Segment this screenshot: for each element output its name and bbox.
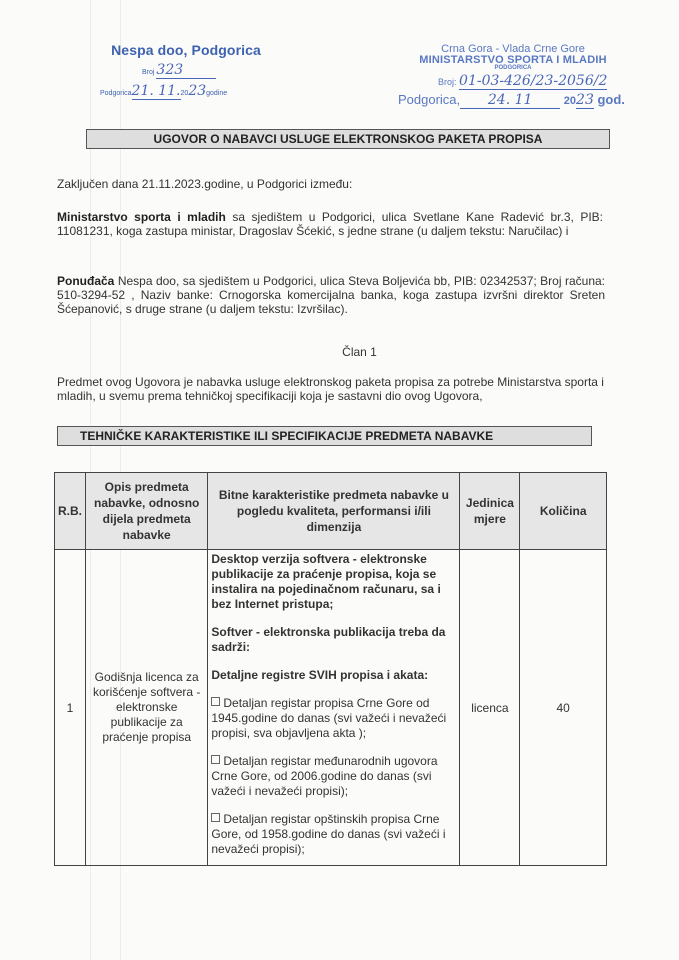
desc-list-item: [211, 754, 456, 799]
year-value: 23: [188, 83, 207, 99]
ministry-name: MINISTARSTVO SPORTA I MLADIH: [419, 54, 607, 66]
header-kolicina: Količina: [520, 473, 607, 550]
cell-rb: 1: [55, 550, 86, 866]
header-rb: R.B.: [55, 473, 86, 550]
date-value: 24. 11: [460, 92, 560, 109]
broj-value: 323: [156, 62, 216, 79]
article-paragraph: Predmet ovog Ugovora je nabavka usluge elektronskog paketa propisa za potrebe Ministarstva sporta i mladih, u svemu prema tehničkoj specifikaciji koja je sastavni dio ovog Ugovora,: [57, 375, 604, 403]
party-one-text: sa sjedištem u Podgorici, ulica Svetlane Kane Radević br.3, PIB: 11081231, koga zastupa ministar, Dragoslav Šćekić, s jedne strane (u daljem tekstu: Naručilac) i: [57, 210, 603, 238]
cell-karakteristike: [208, 550, 460, 866]
supplier-name: Nespa doo, Podgorica: [111, 42, 261, 58]
header-jedinica: Jedinica mjere: [460, 473, 520, 550]
party-one-name: Ministarstvo sporta i mladih: [57, 210, 226, 224]
table-row: [55, 550, 607, 866]
party-two-paragraph: [57, 274, 605, 316]
godina-label: godine: [206, 90, 228, 97]
broj-label: Broj:: [438, 77, 457, 87]
place-label: Podgorica,: [398, 92, 461, 107]
party-two-name: Ponuđača: [57, 274, 115, 288]
party-two-text: Nespa doo, sa sjedištem u Podgorici, ulica Steva Boljevića bb, PIB: 02342537; Broj računa: 510-3294-52 , Naziv banke: Crnogorska komercijalna banka, koga zastupa izvršni direktor Sreten Šćepanović, s druge strane (u daljem tekstu: Izvršilac).: [57, 274, 605, 316]
header-karakteristike: Bitne karakteristike predmeta nabavke u pogledu kvaliteta, performansi i/ili dimenzija: [208, 473, 460, 550]
year-prefix: 20: [563, 95, 577, 107]
list-item-text: Detaljan registar propisa Crne Gore od 1945.godine do danas (svi važeći i nevažeći propisi, sva objavljena akta );: [211, 696, 447, 740]
intro-paragraph: Zaključen dana 21.11.2023.godine, u Podgorici između:: [57, 177, 353, 191]
desc-contents-heading: Softver - elektronska publikacija treba da sadrži:: [211, 625, 446, 654]
supplier-stamp: [96, 42, 276, 100]
broj-label: Broj: [142, 69, 155, 76]
checkbox-bullet-icon: [211, 697, 220, 706]
ministry-stamp: [398, 43, 628, 109]
broj-value: 01-03-426/23-2056/2: [459, 73, 608, 89]
cell-jedinica: licenca: [460, 550, 520, 866]
specification-table: [54, 472, 607, 866]
cell-kolicina: 40: [520, 550, 607, 866]
list-item-text: Detaljan registar međunarodnih ugovora Crne Gore, od 2006.godine do danas (svi važeći i nevažeći propisi);: [211, 754, 438, 798]
city-line: PODGORICA: [494, 65, 532, 71]
desc-list-item: [211, 812, 456, 857]
contract-title: UGOVOR O NABAVCI USLUGE ELEKTRONSKOG PAKETA PROPISA: [86, 129, 610, 149]
desc-desktop-version: Desktop verzija softvera - elektronske publikacije za praćenje propisa, koja se instalira na pojedinačnom računaru, sa i bez Internet pristupa;: [211, 552, 441, 611]
party-one-paragraph: [57, 210, 603, 238]
table-header-row: [55, 473, 607, 550]
list-item-text: Detaljan registar opštinskih propisa Crne Gore, od 1958.godine do danas (svi važeći i nevažeći propisi);: [211, 812, 446, 856]
god-label: god.: [597, 92, 625, 107]
year-prefix: 20: [180, 90, 189, 97]
government-line: Crna Gora - Vlada Crne Gore: [441, 43, 585, 55]
section-title: TEHNIČKE KARAKTERISTIKE ILI SPECIFIKACIJE PREDMETA NABAVKE: [57, 426, 592, 446]
desc-list-item: [211, 696, 456, 741]
checkbox-bullet-icon: [211, 755, 220, 764]
year-value: 23: [576, 92, 594, 108]
article-title: Član 1: [342, 345, 377, 359]
place-label: Podgorica: [100, 90, 132, 97]
header-opis: Opis predmeta nabavke, odnosno dijela predmeta nabavke: [86, 473, 208, 550]
date-value: 21. 11.: [131, 83, 181, 99]
cell-opis: Godišnja licenca za korišćenje softvera - elektronske publikacije za praćenje propisa: [86, 550, 208, 866]
desc-registers-heading: Detaljne registre SVIH propisa i akata:: [211, 668, 429, 682]
checkbox-bullet-icon: [211, 813, 220, 822]
